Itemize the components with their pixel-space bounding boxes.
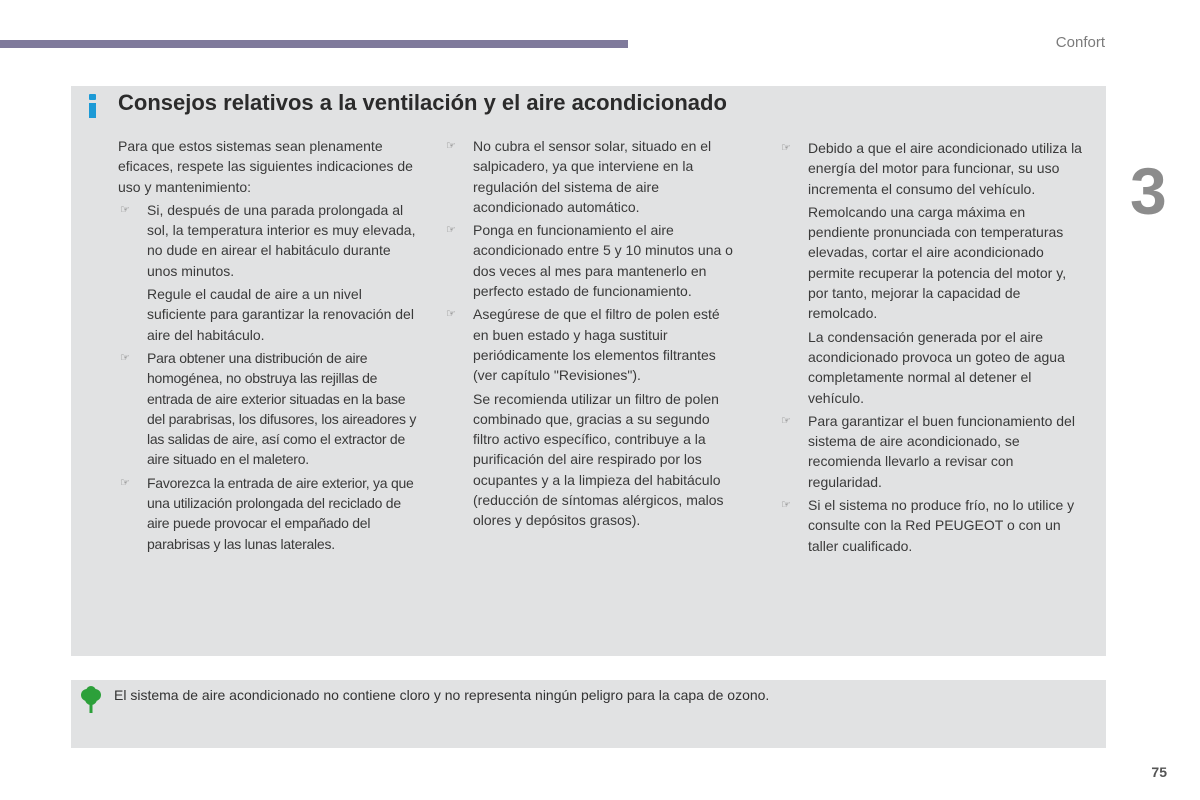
list-item: ☞ Para garantizar el buen funcionamiento del sistema de aire acondicionado, se recomienda llevarlo a revisar con regularidad. xyxy=(781,412,1075,490)
list-item: ☞ No cubra el sensor solar, situado en el salpicadero, ya que interviene en la regulación del sistema de aire acondicionado automático. xyxy=(446,138,712,215)
page-number: 75 xyxy=(1151,764,1167,780)
pointing-hand-icon: ☞ xyxy=(781,142,791,154)
info-icon xyxy=(87,94,99,118)
list-item: ☞ Para obtener una distribución de aire homogénea, no obstruya las rejillas de entrada de aire exterior situadas en la base del parabrisas, los difusores, los aireadores y las salidas de aire, así como el extractor de aire situado en el maletero. xyxy=(120,349,417,468)
list-item-continuation: Remolcando una carga máxima en pendiente pronunciada con temperaturas elevadas, cortar el aire acondicionado permite recuperar la potencia del motor y, por tanto, mejorar la capacidad de remolcado. xyxy=(808,203,1067,322)
chapter-number: 3 xyxy=(1130,154,1167,228)
eco-note-box xyxy=(71,680,1106,748)
list-item-continuation: Regule el caudal de aire a un nivel suficiente para garantizar la renovación del aire del habitáculo. xyxy=(147,286,414,343)
list-item: ☞ Si el sistema no produce frío, no lo utilice y consulte con la Red PEUGEOT o con un taller cualificado. xyxy=(781,497,1075,554)
list-item-continuation: Se recomienda utilizar un filtro de polen combinado que, gracias a su segundo filtro activo específico, contribuye a la purificación del aire respirado por los ocupantes y a la limpieza del habitáculo (reducción de síntomas alérgicos, malos olores y depósitos grasos). xyxy=(473,390,724,529)
eco-note-text: El sistema de aire acondicionado no contiene cloro y no representa ningún peligro para la capa de ozono. xyxy=(114,687,770,703)
list-item: ☞ Favorezca la entrada de aire exterior, ya que una utilización prolongada del reciclado de aire puede provocar el empañado del parabrisas y las lunas laterales. xyxy=(120,474,414,552)
pointing-hand-icon: ☞ xyxy=(120,351,130,364)
tree-icon xyxy=(79,686,103,714)
header-bar xyxy=(0,40,628,48)
tip-column-1 xyxy=(118,136,418,557)
pointing-hand-icon: ☞ xyxy=(781,499,791,512)
pointing-hand-icon: ☞ xyxy=(120,203,130,216)
section-label: Confort xyxy=(1055,34,1105,51)
pointing-hand-icon: ☞ xyxy=(446,308,456,321)
pointing-hand-icon: ☞ xyxy=(446,140,456,152)
pointing-hand-icon: ☞ xyxy=(120,476,130,489)
list-item: ☞ Ponga en funcionamiento el aire acondicionado entre 5 y 10 minutos una o dos veces al mes para mantenerlo en perfecto estado de funcionamiento. xyxy=(446,222,733,300)
list-item: ☞ Si, después de una parada prolongada al sol, la temperatura interior es muy elevada, no dude en airear el habitáculo durante unos minutos. xyxy=(120,201,416,279)
tip-box xyxy=(71,86,1106,656)
pointing-hand-icon: ☞ xyxy=(781,414,791,427)
tip-title: Consejos relativos a la ventilación y el aire acondicionado xyxy=(118,90,727,115)
tip-column-3 xyxy=(779,138,1085,559)
list-item: ☞ Debido a que el aire acondicionado utiliza la energía del motor para funcionar, su uso incrementa el consumo del vehículo. xyxy=(781,140,1082,197)
tip-column-2 xyxy=(444,136,734,534)
pointing-hand-icon: ☞ xyxy=(446,224,456,237)
list-item: ☞ Asegúrese de que el filtro de polen esté en buen estado y haga sustituir periódicamente los elementos filtrantes (ver capítulo "Revisiones"). xyxy=(446,306,720,384)
intro-paragraph: Para que estos sistemas sean plenamente eficaces, respete las siguientes indicaciones de uso y mantenimiento: xyxy=(118,138,413,195)
list-item-continuation: La condensación generada por el aire acondicionado provoca un goteo de agua completamente normal al detener el vehículo. xyxy=(808,328,1065,406)
